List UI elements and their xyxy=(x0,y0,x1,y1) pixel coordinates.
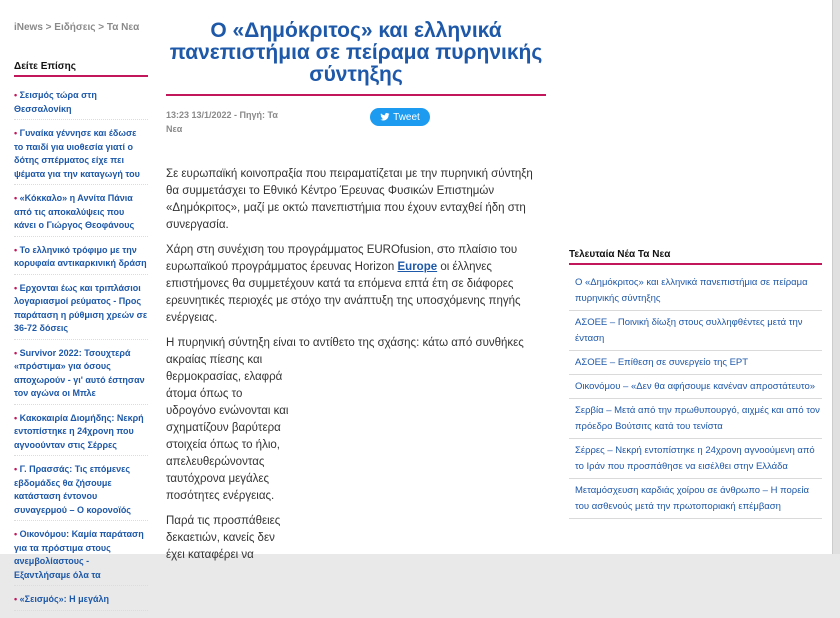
see-also-item[interactable]: • Survivor 2022: Τσουχτερά «πρόστιμα» για όσους αποχωρούν - γι' αυτό έστησαν τον αγώνα οι Μπλε xyxy=(14,347,148,405)
latest-news-item[interactable]: Σερβία – Μετά από την πρωθυπουργό, αιχμές και από τον πρόεδρο Βούτσιτς κατά του τενίστα xyxy=(569,399,822,439)
see-also-item[interactable]: • «Κόκκαλο» η Αννίτα Πάνια από τις αποκαλύψεις που κάνει ο Γιώργος Θεοφάνους xyxy=(14,192,148,237)
paragraph: Σε ευρωπαϊκή κοινοπραξία που πειραματίζεται με την πυρηνική σύντηξη θα συμμετάσχει το Εθνικό Κέντρο Έρευνας Φυσικών Επιστημών «Δημόκριτος», μαζί με οκτώ πανεπιστήμια που έχουν ενταχθεί ήδη στη συνεργασία. xyxy=(166,168,533,231)
latest-news-heading: Τελευταία Νέα Τα Νεα xyxy=(569,249,822,265)
article-title: Ο «Δημόκριτος» και ελληνικά πανεπιστήμια σε πείραμα πυρηνικής σύντηξης xyxy=(166,20,546,96)
see-also-heading: Δείτε Επίσης xyxy=(14,61,148,77)
latest-news-item[interactable]: ΑΣΟΕΕ – Επίθεση σε συνεργείο της ΕΡΤ xyxy=(569,351,822,375)
see-also-item[interactable]: • Κακοκαιρία Διομήδης: Νεκρή εντοπίστηκε η 24χρονη που αγνοούνταν στις Σέρρες xyxy=(14,412,148,457)
see-also-item[interactable]: • Το ελληνικό τρόφιμο με την κορυφαία αντικαρκινική δράση xyxy=(14,244,148,275)
see-also-item[interactable]: • «Σεισμός»: Η μεγάλη xyxy=(14,593,148,611)
tweet-button[interactable] xyxy=(370,108,430,126)
twitter-bird-icon xyxy=(380,112,390,122)
right-sidebar xyxy=(569,249,822,519)
latest-news-item[interactable]: Σέρρες – Νεκρή εντοπίστηκε η 24χρονη αγνοούμενη από το Ιράν που προσπάθησε να εισέλθει στην Ελλάδα xyxy=(569,439,822,479)
article xyxy=(166,20,546,572)
see-also-item[interactable]: • Σεισμός τώρα στη Θεσσαλονίκη xyxy=(14,89,148,120)
latest-news-item[interactable]: ΑΣΟΕΕ – Ποινική δίωξη στους συλληφθέντες μετά την ένταση xyxy=(569,311,822,351)
tweet-label: Tweet xyxy=(393,111,420,123)
europe-link[interactable]: Europe xyxy=(397,261,438,273)
see-also-item[interactable]: • Ερχονται έως και τριπλάσιοι λογαριασμοί ρεύματος - Προς παράταση η ρύθμιση χρεών σε 36-72 δόσεις xyxy=(14,282,148,340)
left-sidebar xyxy=(14,22,148,618)
latest-news-list xyxy=(569,271,822,519)
see-also-item[interactable]: • Γ. Πρασσάς: Τις επόμενες εβδομάδες θα ζήσουμε κατάσταση έντονου συναγερμού – Ο κορονοϊός xyxy=(14,463,148,521)
paragraph: Παρά τις προσπάθειες δεκαετιών, κανείς δεν έχει καταφέρει να xyxy=(166,515,281,561)
latest-news-item[interactable]: Ο «Δημόκριτος» και ελληνικά πανεπιστήμια σε πείραμα πυρηνικής σύντηξης xyxy=(569,271,822,311)
article-body xyxy=(166,166,546,564)
see-also-item[interactable]: • Οικονόμου: Καμία παράταση για τα πρόστιμα στους ανεμβολίαστους - Εξαντλήσαμε όλα τα xyxy=(14,528,148,586)
see-also-item[interactable]: • Γυναίκα γέννησε και έδωσε το παιδί για υιοθεσία γιατί ο δότης σπέρματος είχε πει ψέματα για την καταγωγή του xyxy=(14,127,148,185)
paragraph: Χάρη στη συνέχιση του προγράμματος EUROfusion, στο πλαίσιο του ευρωπαϊκού προγράμματος έρευνας Horizon Europe οι έλληνες επιστήμονες θα συμμετέχουν κατά τα επόμενα επτά έτη σε διάφορες ερευνητικές περιοχές με στόχο την ανάπτυξη της υποσχόμενης πηγής ενέργειας. xyxy=(166,244,521,324)
paragraph: Η πυρηνική σύντηξη είναι το αντίθετο της σχάσης: κάτω από συνθήκες ακραίας πίεσης και θερμοκρασίας, ελαφρά άτομα όπως το υδρογόνο ενώνονται και σχηματίζουν βαρύτερα στοιχεία όπως το ήλιο, απελευθερώνοντας ταυτόχρονα μεγάλες ποσότητες ενέργειας. xyxy=(166,337,524,502)
see-also-list xyxy=(14,89,148,611)
latest-news-item[interactable]: Μεταμόσχευση καρδιάς χοίρου σε άνθρωπο – Η πορεία του ασθενούς μετά την πρωτοποριακή επέμβαση xyxy=(569,479,822,519)
article-timestamp-source: 13:23 13/1/2022 - Πηγή: Τα Νεα xyxy=(166,110,278,134)
scrollbar[interactable] xyxy=(832,0,840,554)
breadcrumb[interactable]: iNews > Ειδήσεις > Τα Νεα xyxy=(14,22,140,33)
article-meta xyxy=(166,108,546,148)
latest-news-item[interactable]: Οικονόμου – «Δεν θα αφήσουμε κανέναν απροστάτευτο» xyxy=(569,375,822,399)
